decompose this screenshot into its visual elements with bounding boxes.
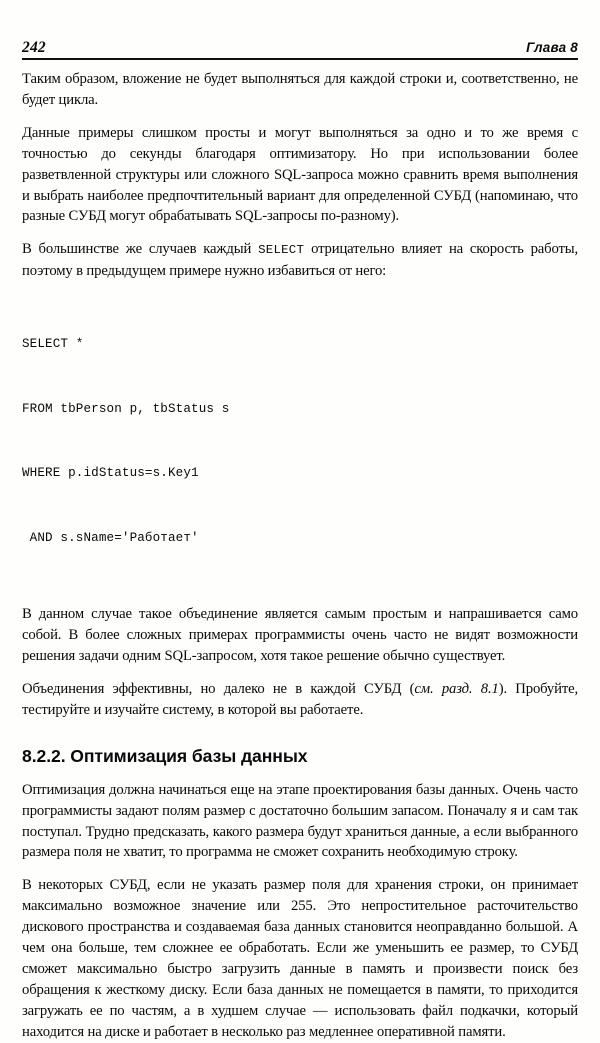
paragraph-7: В некоторых СУБД, если не указать размер поля для хранения строки, он принимает максимально возможное значение или 255. Это непростительное расточительство дискового пространства и создаваемая база данных становится неоправданно большой. А чем она больше, тем сложнее ее обработать. Если же уменьшить ее размер, то СУБД сможет максимально быстро загрузить данные в память и произвести поиск без обращения к жесткому диску. Если база данных не помещается в памяти, то приходится загружать ее по частям, а в худшем случае — использовать файл подкачки, который находится на диске и работает в несколько раз медленнее оперативной памяти. <box>22 877 578 1040</box>
paragraph-6: Оптимизация должна начинаться еще на этапе проектирования базы данных. Очень часто программисты задают полям размер с достаточно большим запасом. Поначалу я и сам так поступал. Трудно предсказать, какого размера будут храниться данные, а если выбранного размера поля не хватит, то программа не сможет сохранить необходимую строку. <box>22 781 578 861</box>
code-line: AND s.sName='Работает' <box>22 530 199 545</box>
paragraph-3-text-after: отрицательно влияет на скорость работы, поэтому в предыдущем примере нужно избавиться от него: <box>22 241 578 280</box>
code-line: SELECT * <box>22 337 84 352</box>
paragraph-5-text-before: Объединения эффективны, но далеко не в каждой СУБД ( <box>22 680 415 697</box>
running-head <box>22 24 578 60</box>
page-number: 242 <box>22 38 46 56</box>
cross-reference: см. разд. 8.1 <box>414 680 499 697</box>
body-column <box>22 69 578 1043</box>
paragraph-5-text-after: ). Пробуйте, тестируйте и изучайте систему, в которой вы работаете. <box>22 680 578 718</box>
section-heading: 8.2.2. Оптимизация базы данных <box>22 745 308 766</box>
paragraph-5 <box>22 679 578 721</box>
paragraph-3-text-before: В большинстве же случаев каждый <box>22 241 259 258</box>
sql-code-listing <box>22 291 578 592</box>
chapter-label: Глава 8 <box>526 39 578 55</box>
code-line: FROM tbPerson p, tbStatus s <box>22 401 230 416</box>
paragraph-1: Таким образом, вложение не будет выполняться для каждой строки и, соответственно, не будет цикла. <box>22 71 578 108</box>
inline-keyword-select: SELECT <box>258 243 305 258</box>
paragraph-4: В данном случае такое объединение является самым простым и напрашивается само собой. В более сложных примерах программисты очень часто не видят возможности решения задачи одним SQL-запросом, хотя такое решение обычно существует. <box>22 606 578 664</box>
paragraph-2: Данные примеры слишком просты и могут выполняться за одно и то же время с точностью до секунды благодаря оптимизатору. Но при использовании более разветвленной структуры или сложного SQL-запроса можно сравнить время выполнения и выбрать наиболее предпочтительный вариант для определенной СУБД (напоминаю, что разные СУБД могут обрабатывать SQL-запросы по-разному). <box>22 124 578 225</box>
paragraph-3 <box>22 239 578 282</box>
code-line: WHERE p.idStatus=s.Key1 <box>22 466 199 481</box>
